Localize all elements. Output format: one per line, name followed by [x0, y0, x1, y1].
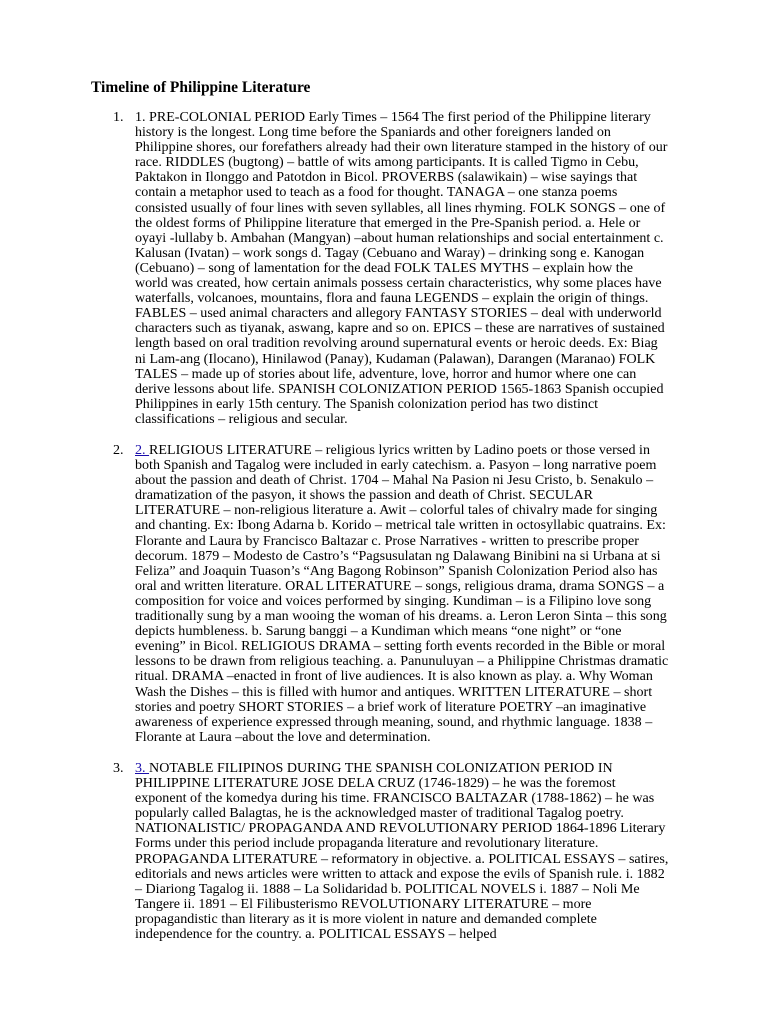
list-item-body: NOTABLE FILIPINOS DURING THE SPANISH COLONIZATION PERIOD IN PHILIPPINE LITERATURE JOSE DELA CRUZ (1746-1829) – he was the foremost exponent of the komedya during his time. FRANCISCO BALTAZAR (1788-1862) – he was popularly called Balagtas, he is the acknowledged master of traditional Tagalog poetry. NATIONALISTIC/ PROPAGANDA AND REVOLUTIONARY PERIOD 1864-1896 Literary Forms under this period include propaganda literature and revolutionary literature. PROPAGANDA LITERATURE – reformatory in objective. a. POLITICAL ESSAYS – satires, editorials and news articles were written to attack and expose the evils of Spanish rule. i. 1882 – Diariong Tagalog ii. 1888 – La Solidaridad b. POLITICAL NOVELS i. 1887 – Noli Me Tangere ii. 1891 – El Filibusterismo REVOLUTIONARY LITERATURE – more propagandistic than literary as it is more violent in nature and demanded complete independence for the country. a. POLITICAL ESSAYS – helped: [135, 760, 669, 943]
list-item-text: [135, 443, 669, 745]
list-item-body: 1. PRE-COLONIAL PERIOD Early Times – 1564 The first period of the Philippine literary history is the longest. Long time before the Spaniards and other foreigners landed on Philippine shores, our forefathers already had their own literature stamped in the history of our race. RIDDLES (bugtong) – battle of wits among participants. It is called Tigmo in Cebu, Paktakon in Ilonggo and Patotdon in Bicol. PROVERBS (salawikain) – wise sayings that contain a metaphor used to teach as a food for thought. TANAGA – one stanza poems consisted usually of four lines with seven syllables, all lines rhyming. FOLK SONGS – one of the oldest forms of Philippine literature that emerged in the Pre-Spanish period. a. Hele or oyayi -lullaby b. Ambahan (Mangyan) –about human relationships and social entertainment c. Kalusan (Ivatan) – work songs d. Tagay (Cebuano and Waray) – drinking song e. Kanogan (Cebuano) – song of lamentation for the dead FOLK TALES MYTHS – explain how the world was created, how certain animals possess certain characteristics, why some places have waterfalls, volcanoes, mountains, flora and fauna LEGENDS – explain the origin of things. FABLES – used animal characters and allegory FANTASY STORIES – deal with underworld characters such as tiyanak, aswang, kapre and so on. EPICS – these are narratives of sustained length based on oral tradition revolving around supernatural events or heroic deeds. Ex: Biag ni Lam-ang (Ilocano), Hinilawod (Panay), Kudaman (Palawan), Darangen (Maranao) FOLK TALES – made up of stories about life, adventure, love, horror and humor where one can derive lessons about life. SPANISH COLONIZATION PERIOD 1565-1863 Spanish occupied Philippines in early 15th century. The Spanish colonization period has two distinct classifications – religious and secular.: [135, 109, 668, 427]
list-item: [113, 110, 669, 427]
list-item-number: 1.: [113, 109, 124, 125]
list-item: [113, 443, 669, 745]
section-link[interactable]: 3.: [135, 760, 150, 776]
list-item-number: 3.: [113, 760, 124, 776]
list-item-text: [135, 761, 669, 942]
list-item: [113, 761, 669, 942]
document-title: Timeline of Philippine Literature: [91, 79, 311, 96]
section-link[interactable]: 2.: [135, 442, 150, 458]
list-item-text: [135, 110, 669, 427]
list-item-body: RELIGIOUS LITERATURE – religious lyrics written by Ladino poets or those versed in both Spanish and Tagalog were included in early catechism. a. Pasyon – long narrative poem about the passion and death of Christ. 1704 – Mahal Na Pasion ni Jesu Cristo, b. Senakulo – dramatization of the pasyon, it shows the passion and death of Christ. SECULAR LITERATURE – non-religious literature a. Awit – colorful tales of chivalry made for singing and chanting. Ex: Ibong Adarna b. Korido – metrical tale written in octosyllabic quatrains. Ex: Florante and Laura by Francisco Baltazar c. Prose Narratives - written to prescribe proper decorum. 1879 – Modesto de Castro’s “Pagsusulatan ng Dalawang Binibini na si Urbana at si Feliza” and Joaquin Tuason’s “Ang Bagong Robinson” Spanish Colonization Period also has oral and written literature. ORAL LITERATURE – songs, religious drama, drama SONGS – a composition for voice and voices performed by singing. Kundiman – is a Filipino love song traditionally sung by a man wooing the woman of his dreams. a. Leron Leron Sinta – this song depicts humbleness. b. Sarung banggi – a Kundiman which means “one night” or “one evening” in Bicol. RELIGIOUS DRAMA – setting forth events recorded in the Bible or moral lessons to be drawn from religious teaching. a. Panunuluyan – a Philippine Christmas dramatic ritual. DRAMA –enacted in front of live audiences. It is also known as play. a. Why Woman Wash the Dishes – this is filled with humor and antiques. WRITTEN LITERATURE – short stories and poetry SHORT STORIES – a brief work of literature POETRY –an imaginative awareness of experience expressed through meaning, sound, and rhythmic language. 1838 – Florante at Laura –about the love and determination.: [135, 442, 669, 745]
list-item-number: 2.: [113, 442, 124, 458]
